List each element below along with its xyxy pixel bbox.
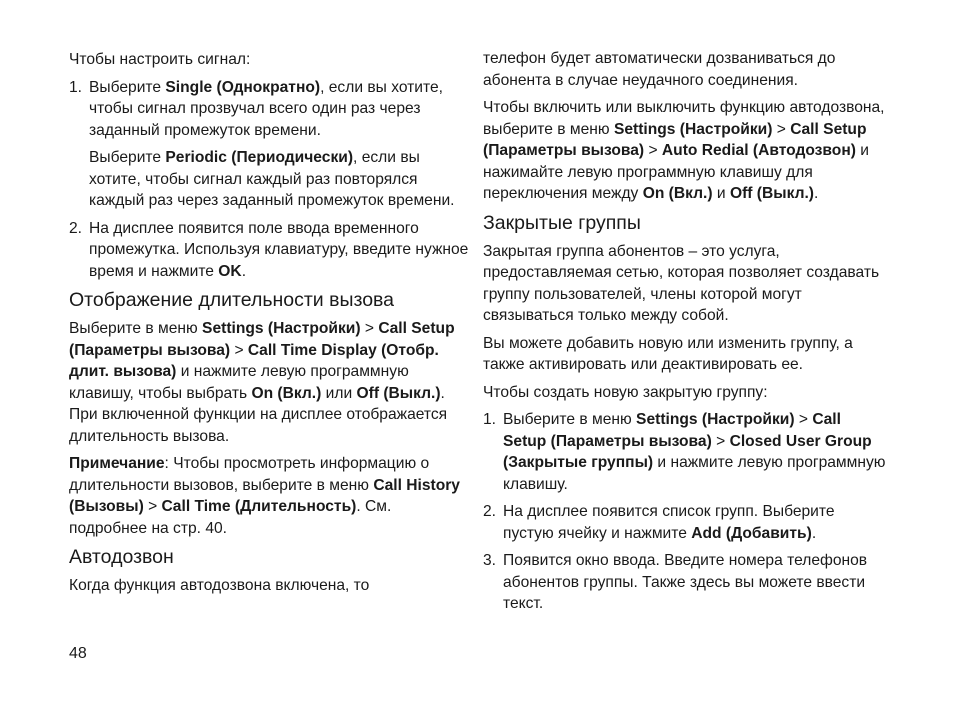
note-label: Примечание: [69, 455, 165, 472]
list-number: 2.: [69, 219, 83, 237]
text-run: .: [241, 262, 247, 280]
bold-term: Auto Redial (Автодозвон): [661, 142, 856, 159]
bold-term: On (Вкл.): [251, 384, 322, 402]
bold-term: Call Setup (Параметры вызова): [69, 320, 455, 359]
text-run: , если вы хотите, чтобы сигнал прозвучал всего один раз через заданный промежуток времени.: [89, 78, 443, 139]
list-item-2: [483, 501, 887, 544]
auto-redial-continuation: телефон будет автоматически дозваниваться до абонента в случае неудачного соединения.: [483, 50, 836, 89]
list-item-3: [483, 550, 887, 615]
text-run: Появится окно ввода. Введите номера телефонов абонентов группы. Также здесь вы можете ввести текст.: [503, 552, 868, 612]
bold-term: Single (Однократно): [165, 78, 321, 96]
bold-term: Call Time (Длительность): [161, 498, 357, 515]
list-number: 2.: [483, 503, 497, 520]
list-item-2: [69, 218, 473, 283]
text-run: и нажимайте левую программную клавишу для переключения между: [483, 142, 869, 202]
bold-term: Call History (Вызовы): [69, 476, 460, 515]
text-run: .: [814, 185, 819, 202]
closed-groups-description: Закрытая группа абонентов – это услуга, предоставляемая сетью, которая позволяет создавать группу пользователей, члены которой могут связываться только между собой.: [483, 242, 880, 324]
bold-term: On (Вкл.): [642, 185, 713, 202]
text-run: На дисплее появится список групп. Выберите пустую ячейку и нажмите: [503, 503, 835, 542]
text-run: Выберите: [89, 149, 166, 166]
closed-groups-manage: Вы можете добавить новую или изменить группу, а также активировать или деактивировать ее.: [483, 334, 853, 373]
note-paragraph: [69, 453, 473, 539]
bold-term: Settings (Настройки): [636, 411, 795, 428]
text-run: >: [230, 341, 248, 359]
bold-term: Off (Выкл.): [729, 185, 814, 202]
bold-term: Settings (Настройки): [613, 120, 773, 138]
text-run: и нажмите левую программную клавишу.: [503, 454, 886, 493]
text-run: >: [772, 120, 791, 138]
list-number: 1.: [483, 411, 497, 428]
text-run: >: [711, 432, 730, 450]
list-item-1-continuation: [69, 147, 473, 212]
auto-redial-toggle-paragraph: [483, 97, 887, 205]
list-item-1: [69, 77, 473, 142]
list-number: 3.: [483, 552, 497, 569]
text-run: и нажмите левую программную клавишу, чтобы выбрать: [69, 363, 409, 402]
text-run: Выберите в меню: [69, 320, 203, 337]
text-run: Чтобы включить или выключить функцию автодозвона, выберите в меню: [483, 99, 885, 138]
section-heading-closed-groups: Закрытые группы: [483, 211, 641, 234]
text-run: >: [794, 411, 813, 428]
bold-term: Settings (Настройки): [202, 320, 361, 337]
bold-term: Add (Добавить): [691, 524, 812, 542]
text-run: >: [644, 142, 662, 159]
right-column: [483, 48, 887, 621]
intro-text: Чтобы настроить сигнал:: [69, 51, 251, 68]
text-run: . При включенной функции на дисплее отображается длительность вызова.: [69, 384, 448, 445]
text-run: . См. подробнее на стр. 40.: [69, 498, 392, 537]
list-item-1: [483, 409, 887, 495]
page-number: 48: [69, 645, 87, 662]
text-run: , если вы хотите, чтобы сигнал каждый раз повторялся каждый раз через заданный промежуток времени.: [89, 149, 455, 209]
text-run: >: [143, 498, 162, 515]
text-run: и: [712, 185, 730, 202]
section-heading-auto-redial: Автодозвон: [69, 546, 174, 568]
closed-groups-intro: Чтобы создать новую закрытую группу:: [483, 383, 768, 401]
text-run: >: [360, 320, 379, 337]
text-run: .: [811, 524, 817, 542]
text-run: : Чтобы просмотреть информацию о длительности вызовов, выберите в меню: [69, 455, 430, 494]
text-run: Выберите: [89, 78, 166, 96]
bold-term: Call Setup (Параметры вызова): [483, 120, 867, 159]
text-run: Выберите в меню: [503, 411, 637, 428]
bold-term: OK: [218, 262, 242, 280]
list-number: 1.: [69, 78, 83, 96]
auto-redial-paragraph: Когда функция автодозвона включена, то: [69, 577, 370, 594]
call-duration-paragraph: [69, 318, 473, 447]
bold-term: Call Time Display (Отобр. длит. вызова): [69, 341, 439, 380]
bold-term: Call Setup (Параметры вызова): [503, 411, 841, 450]
left-column: [69, 49, 473, 603]
text-run: На дисплее появится поле ввода временного промежутка. Используя клавиатуру, введите нужное время и нажмите: [89, 219, 469, 280]
section-heading-call-duration: Отображение длительности вызова: [69, 289, 395, 311]
bold-term: Periodic (Периодически): [165, 149, 354, 166]
bold-term: Closed User Group (Закрытые группы): [503, 432, 872, 471]
text-run: или: [321, 384, 357, 402]
bold-term: Off (Выкл.): [356, 384, 441, 402]
